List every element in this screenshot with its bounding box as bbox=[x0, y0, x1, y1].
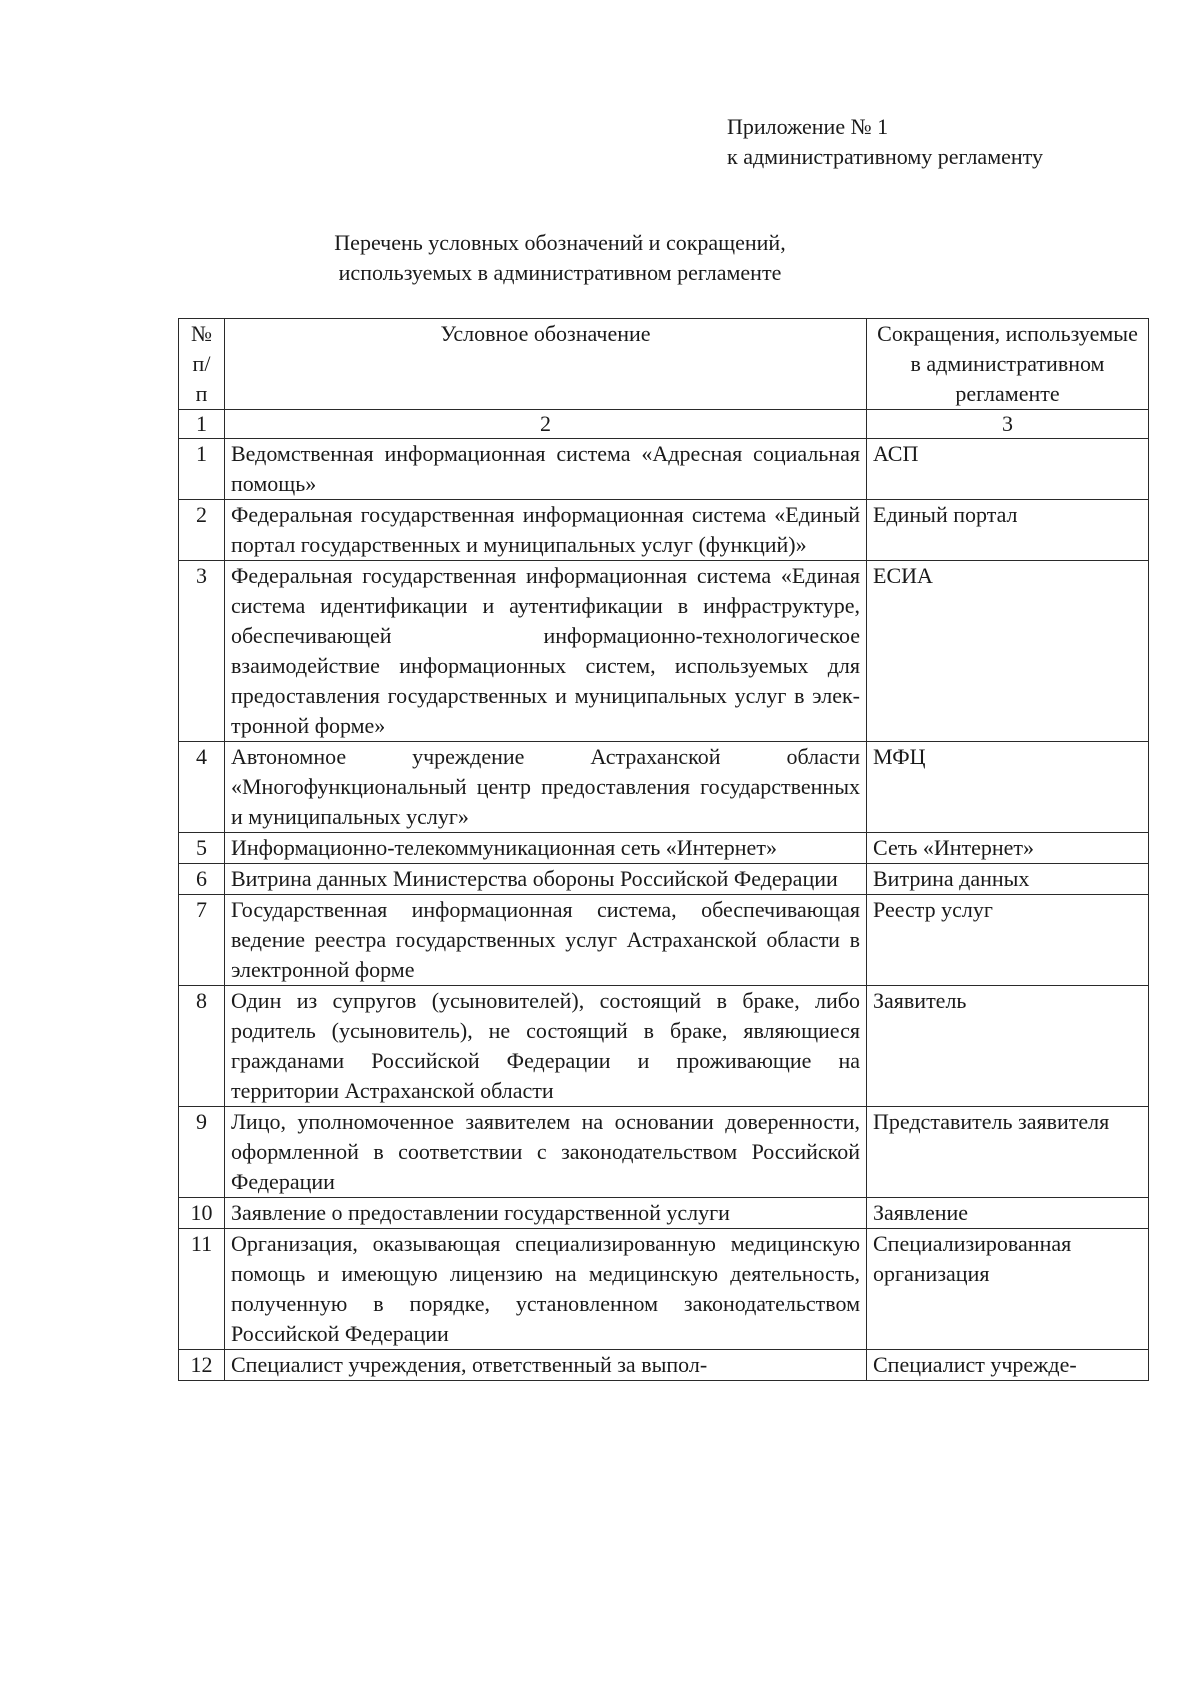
table-header-row bbox=[179, 319, 1149, 410]
appendix-note bbox=[727, 112, 1043, 172]
row-designation: Федеральная государственная информационная система «Единый портал государственных и муниципальных услуг (функций)» bbox=[225, 500, 867, 561]
row-abbreviation: Представитель заявителя bbox=[867, 1107, 1149, 1198]
row-designation: Организация, оказывающая специализированную медицинскую помощь и имеющую лицензию на медицинскую деятельность, полученную в порядке, установленном законодательством Российской Федерации bbox=[225, 1229, 867, 1350]
header-abbreviation: Сокращения, используемые в административном регламенте bbox=[867, 319, 1149, 410]
table-row bbox=[179, 986, 1149, 1107]
row-abbreviation: Заявление bbox=[867, 1198, 1149, 1229]
row-number: 2 bbox=[179, 500, 225, 561]
document-title-line-1: Перечень условных обозначений и сокращений, bbox=[334, 230, 786, 255]
table-row bbox=[179, 1350, 1149, 1381]
table-row bbox=[179, 864, 1149, 895]
row-number: 6 bbox=[179, 864, 225, 895]
row-abbreviation: МФЦ bbox=[867, 742, 1149, 833]
row-abbreviation: Витрина данных bbox=[867, 864, 1149, 895]
document-title bbox=[0, 228, 1120, 288]
row-designation: Витрина данных Министерства обороны Российской Федерации bbox=[225, 864, 867, 895]
row-number: 10 bbox=[179, 1198, 225, 1229]
row-abbreviation: ЕСИА bbox=[867, 561, 1149, 742]
row-abbreviation: АСП bbox=[867, 439, 1149, 500]
row-number: 4 bbox=[179, 742, 225, 833]
table-row bbox=[179, 1198, 1149, 1229]
table-row bbox=[179, 895, 1149, 986]
table-row bbox=[179, 500, 1149, 561]
row-designation: Специалист учреждения, ответственный за выпол- bbox=[225, 1350, 867, 1381]
table-row bbox=[179, 1229, 1149, 1350]
row-abbreviation: Специализированная организация bbox=[867, 1229, 1149, 1350]
row-designation: Ведомственная информационная система «Адресная социальная помощь» bbox=[225, 439, 867, 500]
appendix-line-2: к административному регламенту bbox=[727, 144, 1043, 169]
row-abbreviation: Реестр услуг bbox=[867, 895, 1149, 986]
row-designation: Заявление о предоставлении государственной услуги bbox=[225, 1198, 867, 1229]
appendix-line-1: Приложение № 1 bbox=[727, 114, 889, 139]
column-number-row bbox=[179, 410, 1149, 439]
table-row bbox=[179, 439, 1149, 500]
row-designation: Один из супругов (усыновителей), состоящий в браке, либо родитель (усыновитель), не состоящий в браке, являющиеся гражданами Российской Федерации и проживающие на территории Астраханской области bbox=[225, 986, 867, 1107]
table-row bbox=[179, 561, 1149, 742]
table-row bbox=[179, 1107, 1149, 1198]
column-number-2: 2 bbox=[225, 410, 867, 439]
row-designation: Автономное учреждение Астраханской области «Многофункциональный центр предоставления государственных и муниципальных услуг» bbox=[225, 742, 867, 833]
row-designation: Федеральная государственная информационная система «Единая система идентификации и аутентификации в инфраструктуре, обеспечивающей информационно-технологическое взаимодействие информационных систем, используемых для предоставления государственных и муниципальных услуг в электронной форме» bbox=[225, 561, 867, 742]
row-number: 11 bbox=[179, 1229, 225, 1350]
row-abbreviation: Заявитель bbox=[867, 986, 1149, 1107]
header-designation: Условное обозначение bbox=[225, 319, 867, 410]
header-number: № п/ п bbox=[179, 319, 225, 410]
row-number: 8 bbox=[179, 986, 225, 1107]
column-number-1: 1 bbox=[179, 410, 225, 439]
row-designation: Государственная информационная система, обеспечивающая ведение реестра государственных услуг Астраханской области в электронной форме bbox=[225, 895, 867, 986]
table-row bbox=[179, 833, 1149, 864]
row-number: 3 bbox=[179, 561, 225, 742]
row-number: 1 bbox=[179, 439, 225, 500]
row-abbreviation: Единый портал bbox=[867, 500, 1149, 561]
row-abbreviation: Специалист учрежде- bbox=[867, 1350, 1149, 1381]
row-designation: Информационно-телекоммуникационная сеть «Интернет» bbox=[225, 833, 867, 864]
abbreviations-table bbox=[178, 318, 1149, 1381]
row-abbreviation: Сеть «Интернет» bbox=[867, 833, 1149, 864]
row-number: 5 bbox=[179, 833, 225, 864]
row-number: 12 bbox=[179, 1350, 225, 1381]
row-number: 7 bbox=[179, 895, 225, 986]
document-title-line-2: используемых в административном регламенте bbox=[338, 260, 782, 285]
row-number: 9 bbox=[179, 1107, 225, 1198]
table-row bbox=[179, 742, 1149, 833]
row-designation: Лицо, уполномоченное заявителем на основании доверенности, оформленной в соответствии с законодательством Российской Федерации bbox=[225, 1107, 867, 1198]
column-number-3: 3 bbox=[867, 410, 1149, 439]
